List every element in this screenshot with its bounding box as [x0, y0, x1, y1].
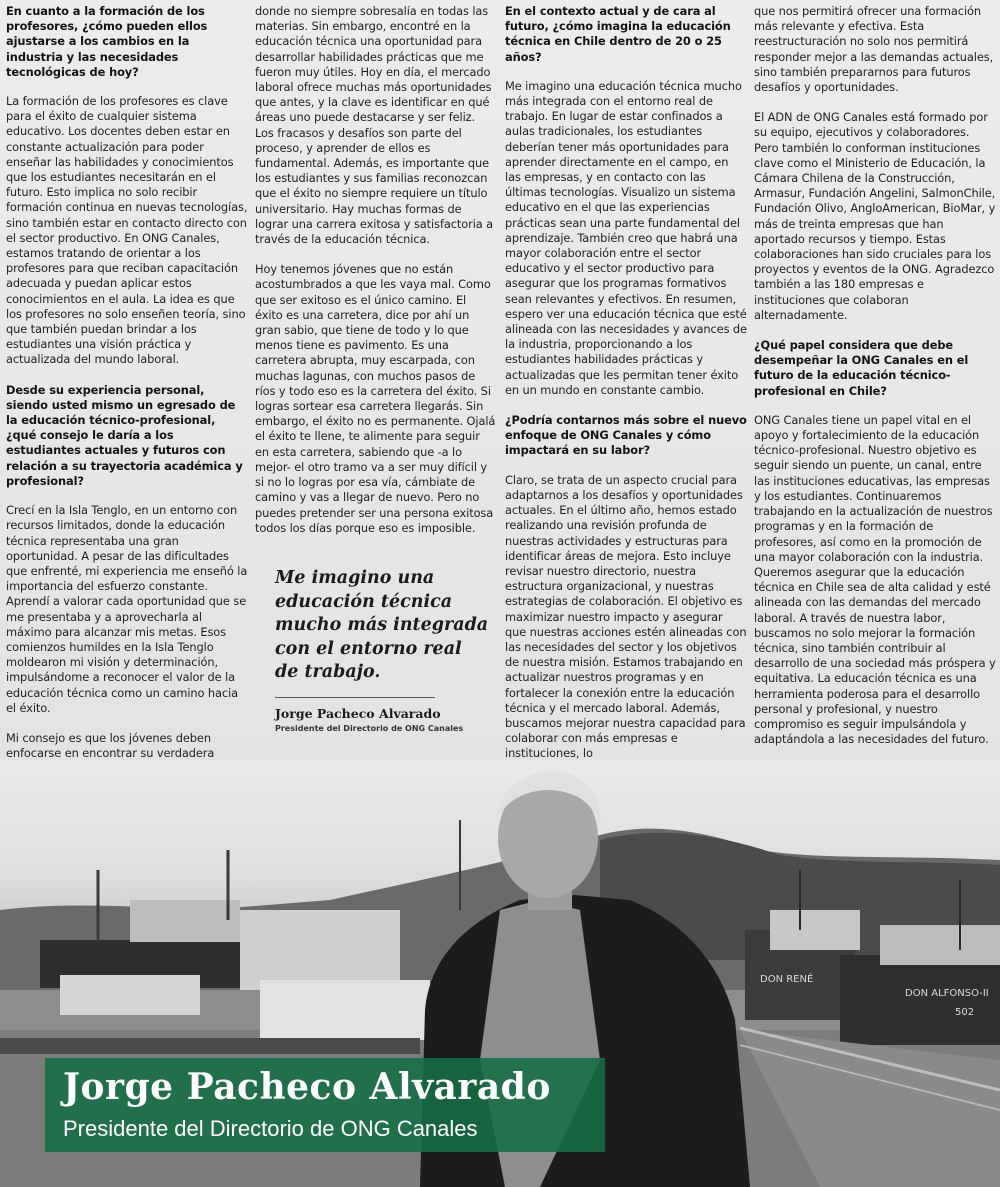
- name-caption: [45, 1058, 605, 1152]
- answer-paragraph: Me imagino una educación técnica mucho más integrada con el entorno real de trabajo. En lugar de estar confinados a aulas tradicionales, los estudiantes deberían tener más oportunidades para aprender directamente en el campo, en las empresas, y en contacto con las últimas tecnologías. Visualizo un sistema educativo en el que las experiencias prácticas sean una parte fundamental del aprendizaje. También creo que habrá una mayor colaboración entre el sector educativo y el sector productivo para asegurar que los programas formativos sean relevantes y efectivos. En resumen, espero ver una educación técnica que esté alineada con las necesidades y avances de la industria, proporcionando a los estudiantes habilidades prácticas y actualizadas que les permitan tener éxito en un mundo en constante cambio.: [505, 78, 747, 397]
- boat-number: 502: [955, 1007, 975, 1018]
- pull-quote-role: Presidente del Directorio de ONG Canales: [275, 723, 464, 733]
- answer-paragraph: Mi consejo es que los jóvenes deben enfocarse en encontrar su verdadera: [6, 730, 215, 761]
- question-heading: ¿Podría contarnos más sobre el nuevo enfoque de ONG Canales y cómo impactará en su labor?: [505, 413, 747, 458]
- article-column-4: [754, 4, 996, 762]
- dock: [0, 1038, 420, 1054]
- boat-name-2: DON ALFONSO-II: [905, 988, 989, 999]
- answer-paragraph: El ADN de ONG Canales está formado por su equipo, ejecutivos y colaboradores. Pero también lo conforman instituciones clave como el Ministerio de Educación, la Cámara Chilena de la Construcción, Armasur, Fundación Angelini, SalmonChile, Fundación Olivo, AngloAmerican, BioMar, y más de treinta empresas que han aportado recursos y tiempo. Estas colaboraciones han sido cruciales para los proyectos y eventos de la ONG. Agradezco también a las 180 empresas e instituciones que colaboran alternadamente.: [754, 110, 996, 322]
- boat-cabin-right-1: [770, 910, 860, 950]
- article-column-3: [505, 4, 747, 777]
- answer-paragraph: donde no siempre sobresalía en todas las materias. Sin embargo, encontré en la educación técnica una oportunidad para desarrollar habilidades prácticas que me fueron muy útiles. Hoy en día, el mercado laboral ofrece muchas más oportunidades que antes, y la clave es identificar en qué áreas uno puede destacarse y ser feliz. Los fracasos y desafíos son parte del proceso, y aprender de ellos es fundamental. Además, es importante que los estudiantes y sus familias reconozcan que el éxito no siempre requiere un título universitario. Hay muchas formas de lograr una carrera exitosa y satisfactoria a través de la educación técnica.: [255, 4, 494, 247]
- question-heading: Desde su experiencia personal, siendo usted mismo un egresado de la educación técnico-profesional, ¿qué consejo le daría a los estudiantes actuales y futuros con relación a su trayectoria académica y profesional?: [6, 382, 243, 488]
- answer-paragraph: que nos permitirá ofrecer una formación más relevante y efectiva. Esta reestructuración no solo nos permitirá responder mejor a las demandas actuales, sino también prepararnos para futuros desafíos y oportunidades.: [754, 4, 994, 95]
- boat-hull-right-2: [840, 955, 1000, 1045]
- answer-paragraph: Crecí en la Isla Tenglo, en un entorno con recursos limitados, donde la educación técnica representaba una gran oportunidad. A pesar de las dificultades que enfrenté, mi experiencia me enseñó la importancia del esfuerzo constante. Aprendí a valorar cada oportunidad que se me presentaba y a aprovecharla al máximo para alcanzar mis metas. Esos comienzos humildes en la Isla Tenglo moldearon mi visión y determinación, impulsándome a reconocer el valor de la educación técnica como un camino hacia el éxito.: [6, 503, 248, 715]
- caption-name: Jorge Pacheco Alvarado: [63, 1066, 551, 1108]
- answer-paragraph: ONG Canales tiene un papel vital en el apoyo y fortalecimiento de la educación técnico-profesional. Nuestro objetivo es seguir siendo un puente, un canal, entre las instituciones educativas, las empresas y los estudiantes. Continuaremos trabajando en la actualización de nuestros programas y en la formación de profesores, así como en la promoción de una mayor colaboración con la industria. Queremos asegurar que la educación técnica en Chile sea de alta calidad y esté alineada con las demandas del mercado laboral. A través de nuestra labor, buscamos no solo mejorar la formación técnica, sino también contribuir al desarrollo de una sociedad más próspera y equitativa. La educación técnica es una herramienta poderosa para el desarrollo personal y profesional, y nuestro compromiso es seguir impulsándola y adaptándola a las necesidades del futuro.: [754, 412, 996, 747]
- pull-quote: [275, 567, 490, 733]
- article-column-1: [6, 4, 248, 822]
- boat-name-1: DON RENÉ: [760, 974, 814, 985]
- article-column-2: [255, 4, 497, 551]
- boat-cabin-right-2: [880, 925, 1000, 965]
- question-heading: En cuanto a la formación de los profesores, ¿cómo pueden ellos ajustarse a los cambios en la industria y las necesidades tecnológicas de hoy?: [6, 4, 208, 79]
- caption-role: Presidente del Directorio de ONG Canales: [63, 1116, 478, 1141]
- pull-quote-divider: [275, 697, 435, 698]
- white-boat: [60, 975, 200, 1015]
- white-boat-center: [260, 980, 430, 1040]
- pull-quote-author: Jorge Pacheco Alvarado: [275, 705, 441, 721]
- question-heading: ¿Qué papel considera que debe desempeñar la ONG Canales en el futuro de la educación técnico-profesional en Chile?: [754, 338, 969, 398]
- boat-cabin-center: [240, 910, 400, 990]
- answer-paragraph: Hoy tenemos jóvenes que no están acostumbrados a que les vaya mal. Como que ser exitoso es el único camino. El éxito es una carretera, dice por ahí un gran sabio, que tiene de todo y lo que menos tiene es pavimento. Es una carretera abrupta, muy escarpada, con muchas lagunas, con muchos pasos de ríos y todo eso es la carretera del éxito. Si logras sortear esa carretera llegarás. Sin embargo, el éxito no es permanente. Ojalá el éxito te llene, te alimente para seguir en esta carretera, sabiendo que -a lo mejor- el otro tramo va a ser muy difícil y si no lo logras por esa vía, cámbiate de camino y vas a llegar de nuevo. Pero no puedes pretender ser una persona exitosa todos los días porque eso es imposible.: [255, 262, 496, 535]
- boat-cabin-left: [130, 900, 240, 942]
- question-heading: En el contexto actual y de cara al futuro, ¿cómo imagina la educación técnica en Chile dentro de 20 o 25 años?: [505, 4, 731, 64]
- answer-paragraph: Claro, se trata de un aspecto crucial para adaptarnos a los desafíos y oportunidades actuales. En el último año, hemos estado realizando una revisión profunda de nuestras actividades y estructuras para identificar áreas de mejora. Esto incluye revisar nuestro directorio, nuestra estructura organizacional, y nuestras estrategias de colaboración. El objetivo es maximizar nuestro impacto y asegurar que nuestras acciones estén alineadas con las necesidades del sector y los objetivos de nuestra misión. Estamos trabajando en actualizar nuestros programas y en fortalecer la conexión entre la educación técnica y el mercado laboral. Además, buscamos mejorar nuestra capacidad para colaborar con más empresas e instituciones, lo: [505, 472, 747, 761]
- answer-paragraph: La formación de los profesores es clave para el éxito de cualquier sistema educativo. Los docentes deben estar en constante actualización para poder enseñar las habilidades y conocimientos que los estudiantes necesitarán en el futuro. Esto implica no solo recibir formación continua en nuevas tecnologías, sino también estar en contacto directo con el sector productivo. En ONG Canales, estamos tratando de orientar a los profesores para que reciban capacitación adecuada y puedan aplicar estos conocimientos en el aula. La idea es que los profesores no solo enseñen teoría, sino que también puedan brindar a los estudiantes una visión práctica y actualizada del mundo laboral.: [6, 94, 248, 367]
- pull-quote-text: Me imagino una educación técnica mucho más integrada con el entorno real de trabajo.: [275, 568, 489, 682]
